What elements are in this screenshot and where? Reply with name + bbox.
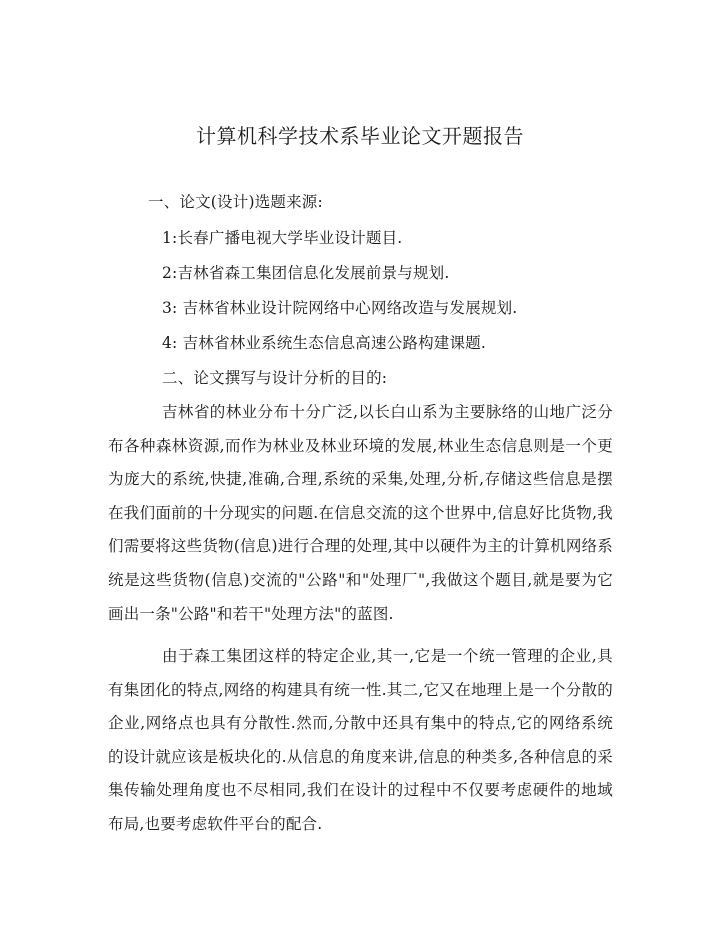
source-item-3: 3: 吉林省林业设计院网络中心网络改造与发展规划. xyxy=(162,299,518,317)
source-item-4: 4: 吉林省林业系统生态信息高速公路构建课题. xyxy=(162,334,487,352)
source-item-1: 1:长春广播电视大学毕业设计题目. xyxy=(162,229,403,247)
section-heading-source: 一、论文(设计)选题来源: xyxy=(148,193,323,211)
purpose-paragraph-2: 由于森工集团这样的特定企业,其一,它是一个统一管理的企业,具有集团化的特点,网络的构建具有统一性.其二,它又在地理上是一个分散的企业,网络点也具有分散性.然而,分散中还具有集中的特点,它的网络系统的设计就应该是板块化的.从信息的角度来讲,信息的种类多,各种信息的采集传输处理角度也不尽相同,我们在设计的过程中不仅要考虑硬件的地域布局,也要考虑软件平台的配合. xyxy=(108,647,613,833)
document-title: 计算机科学技术系毕业论文开题报告 xyxy=(196,124,524,148)
source-item-2: 2:吉林省森工集团信息化发展前景与规划. xyxy=(162,264,450,282)
purpose-paragraph-1: 吉林省的林业分布十分广泛,以长白山系为主要脉络的山地广泛分布各种森林资源,而作为林业及林业环境的发展,林业生态信息则是一个更为庞大的系统,快捷,准确,合理,系统的采集,处理,分析,存储这些信息是摆在我们面前的十分现实的问题.在信息交流的这个世界中,信息好比货物,我们需要将这些货物(信息)进行合理的处理,其中以硬件为主的计算机网络系统是这些货物(信息)交流的"公路"和"处理厂",我做这个题目,就是要为它画出一条"公路"和若干"处理方法"的蓝图. xyxy=(108,403,613,623)
section-heading-purpose: 二、论文撰写与设计分析的目的: xyxy=(162,369,388,387)
